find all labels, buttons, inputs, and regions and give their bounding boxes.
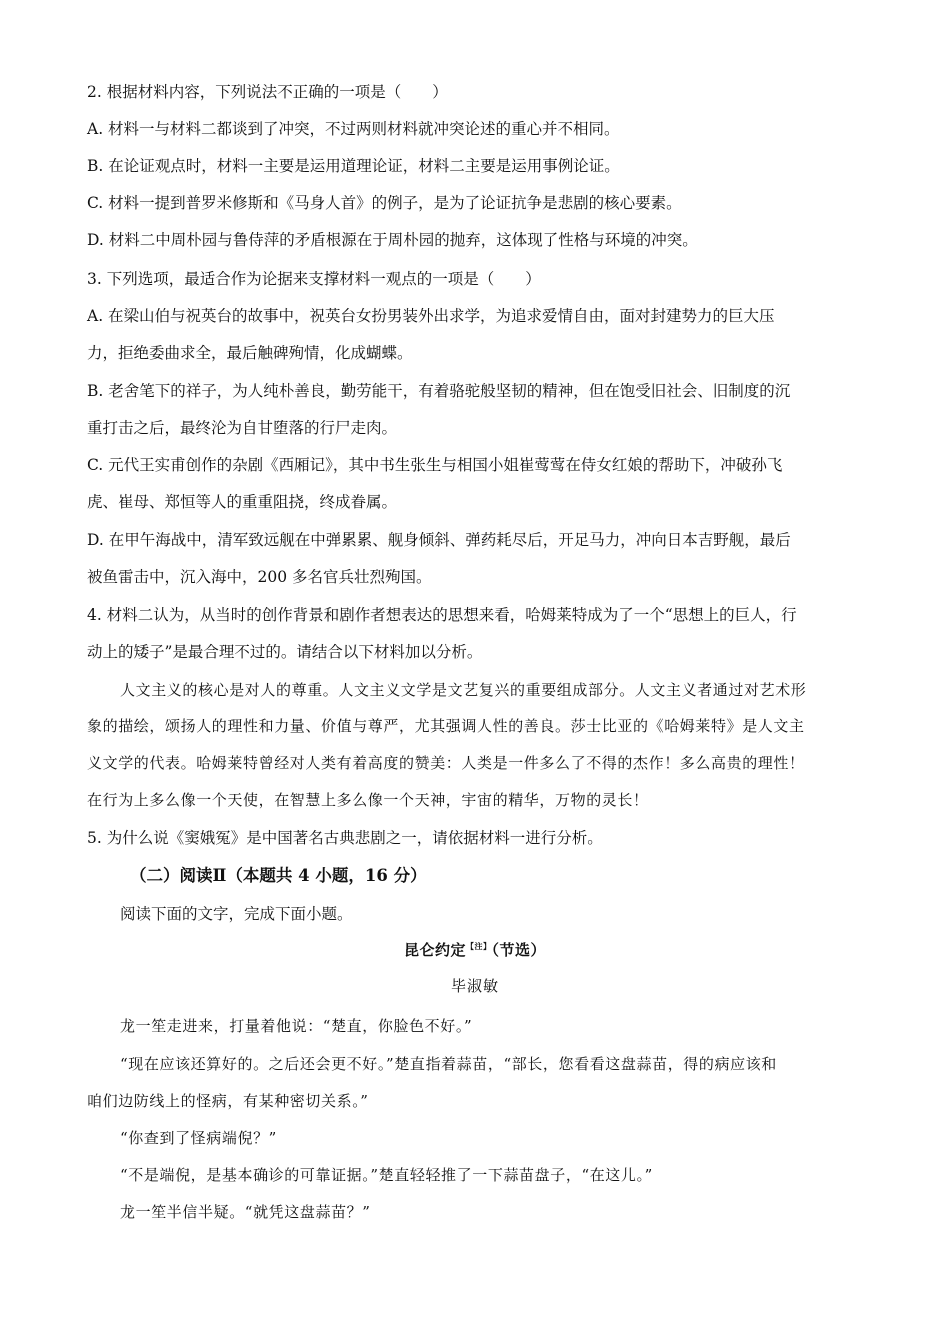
- question-4-material-line-2: 象的描绘，颂扬人的理性和力量、价值与尊严，尤其强调人性的善良。莎士比亚的《哈姆莱特》是人文主: [87, 717, 805, 735]
- passage-paragraph-4: “不是端倪，是基本确诊的可靠证据。”楚直轻轻推了一下蒜苗盘子，“在这儿。”: [120, 1166, 653, 1184]
- question-2-option-d: D. 材料二中周朴园与鲁侍萍的矛盾根源在于周朴园的抛弃，这体现了性格与环境的冲突。: [87, 231, 698, 249]
- question-3-option-d-line-1: D. 在甲午海战中，清军致远舰在中弹累累、舰身倾斜、弹药耗尽后，开足马力，冲向日本吉野舰，最后: [87, 531, 791, 549]
- question-2-option-a: A. 材料一与材料二都谈到了冲突，不过两则材料就冲突论述的重心并不相同。: [87, 120, 620, 138]
- question-4-stem-line-1: 4. 材料二认为，从当时的创作背景和剧作者想表达的思想来看，哈姆莱特成为了一个“思想上的巨人，行: [87, 606, 797, 624]
- question-2-option-b: B. 在论证观点时，材料一主要是运用道理论证，材料二主要是运用事例论证。: [87, 157, 620, 175]
- passage-paragraph-2-line-1: “现在应该还算好的。之后还会更不好。”楚直指着蒜苗，“部长，您看看这盘蒜苗，得的病应该和: [120, 1055, 777, 1073]
- question-4-material-line-3: 义文学的代表。哈姆莱特曾经对人类有着高度的赞美：人类是一件多么了不得的杰作！多么高贵的理性！: [87, 754, 805, 772]
- question-3-option-b-line-1: B. 老舍笔下的祥子，为人纯朴善良，勤劳能干，有着骆驼般坚韧的精神，但在饱受旧社会、旧制度的沉: [87, 382, 791, 400]
- question-5-stem: 5. 为什么说《窦娥冤》是中国著名古典悲剧之一，请依据材料一进行分析。: [87, 829, 603, 847]
- passage-paragraph-1: 龙一笙走进来，打量着他说：“楚直，你脸色不好。”: [120, 1017, 473, 1035]
- section-2-heading: （二）阅读Ⅱ（本题共 4 小题，16 分）: [130, 866, 427, 885]
- question-4-stem-line-2: 动上的矮子”是最合理不过的。请结合以下材料加以分析。: [87, 643, 483, 661]
- section-2-instruction: 阅读下面的文字，完成下面小题。: [120, 905, 353, 923]
- question-2-stem: 2. 根据材料内容，下列说法不正确的一项是（ ）: [87, 83, 448, 101]
- passage-paragraph-2-line-2: 咱们边防线上的怪病，有某种密切关系。”: [87, 1092, 369, 1110]
- question-3-option-b-line-2: 重打击之后，最终沦为自甘堕落的行尸走肉。: [87, 419, 398, 437]
- question-4-material-line-4: 在行为上多么像一个天使，在智慧上多么像一个天神，宇宙的精华，万物的灵长！: [87, 791, 649, 809]
- question-3-option-a-line-1: A. 在梁山伯与祝英台的故事中，祝英台女扮男装外出求学，为追求爱情自由，面对封建势力的巨大压: [87, 307, 775, 325]
- passage-author: 毕淑敏: [450, 977, 499, 995]
- question-3-option-c-line-1: C. 元代王实甫创作的杂剧《西厢记》，其中书生张生与相国小姐崔莺莺在侍女红娘的帮助下，冲破孙飞: [87, 456, 783, 474]
- passage-title: 昆仑约定$^{【注】}$（节选）: [403, 941, 547, 959]
- question-4-material-line-1: 人文主义的核心是对人的尊重。人文主义文学是文艺复兴的重要组成部分。人文主义者通过对艺术形: [120, 681, 807, 699]
- question-3-option-a-line-2: 力，拒绝委曲求全，最后触碑殉情，化成蝴蝶。: [87, 344, 413, 362]
- question-3-option-c-line-2: 虎、崔母、郑恒等人的重重阻挠，终成眷属。: [87, 493, 398, 511]
- question-3-option-d-line-2: 被鱼雷击中，沉入海中，200 多名官兵壮烈殉国。: [87, 568, 432, 586]
- passage-paragraph-3: “你查到了怪病端倪？”: [120, 1129, 277, 1147]
- passage-paragraph-5: 龙一笙半信半疑。“就凭这盘蒜苗？”: [120, 1203, 371, 1221]
- question-3-stem: 3. 下列选项，最适合作为论据来支撑材料一观点的一项是（ ）: [87, 270, 541, 288]
- question-2-option-c: C. 材料一提到普罗米修斯和《马身人首》的例子，是为了论证抗争是悲剧的核心要素。: [87, 194, 682, 212]
- title-footnote-marker: 【注】: [466, 941, 492, 951]
